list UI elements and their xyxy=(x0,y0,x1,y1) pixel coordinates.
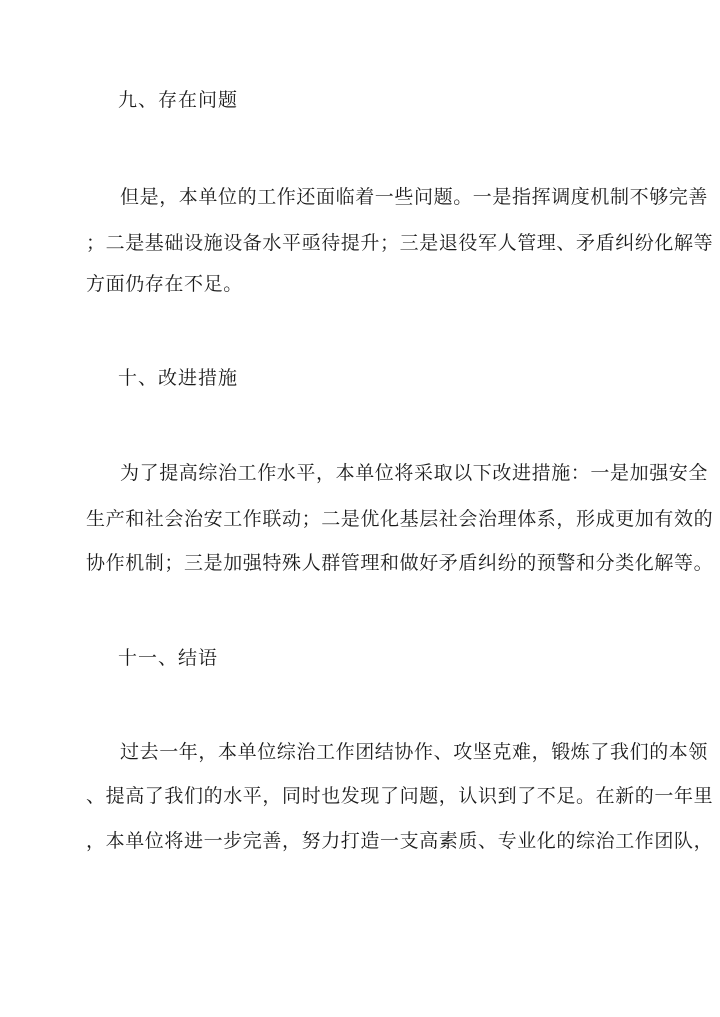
paragraph-line: ，本单位将进一步完善，努力打造一支高素质、专业化的综治工作团队， xyxy=(86,830,714,852)
paragraph-line: 但是，本单位的工作还面临着一些问题。一是指挥调度机制不够完善 xyxy=(120,186,709,208)
section-heading-conclusion: 十一、结语 xyxy=(118,647,219,669)
paragraph-line: 为了提高综治工作水平，本单位将采取以下改进措施：一是加强安全 xyxy=(120,462,709,484)
paragraph-line: 、提高了我们的水平，同时也发现了问题，认识到了不足。在新的一年里 xyxy=(86,785,714,807)
section-heading-improvements: 十、改进措施 xyxy=(118,367,239,389)
paragraph-line: ；二是基础设施设备水平亟待提升；三是退役军人管理、矛盾纠纷化解等 xyxy=(86,232,714,254)
paragraph-line: 协作机制；三是加强特殊人群管理和做好矛盾纠纷的预警和分类化解等。 xyxy=(86,552,714,574)
paragraph-line: 方面仍存在不足。 xyxy=(86,273,243,295)
paragraph-line: 生产和社会治安工作联动；二是优化基层社会治理体系，形成更加有效的 xyxy=(86,508,714,530)
section-heading-problems: 九、存在问题 xyxy=(118,89,239,111)
paragraph-line: 过去一年，本单位综治工作团结协作、攻坚克难，锻炼了我们的本领 xyxy=(120,741,709,763)
